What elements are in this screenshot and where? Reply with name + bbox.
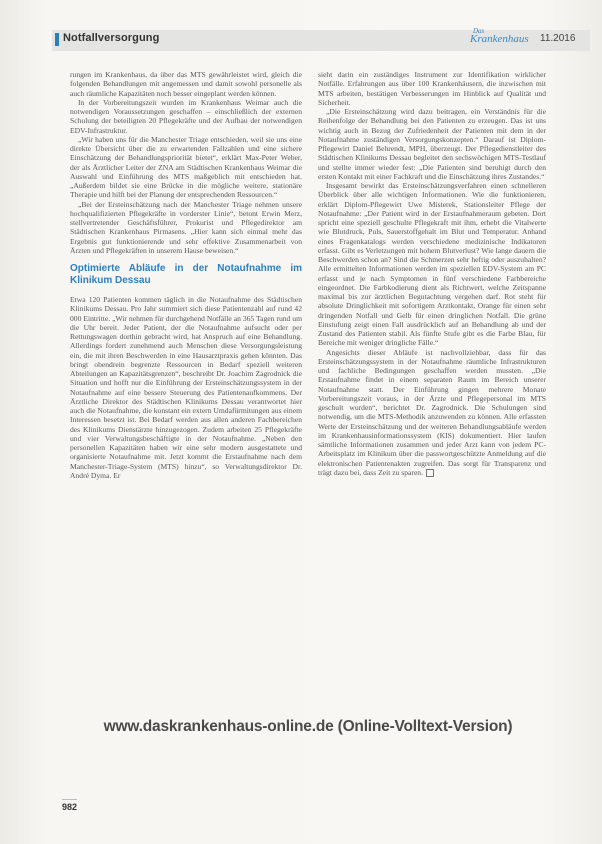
page-number: 982 — [62, 799, 77, 812]
online-url-banner: www.daskrankenhaus-online.de (Online-Volltext-Version) — [103, 718, 513, 735]
issue-date: 11.2016 — [540, 33, 576, 44]
right-paragraph-1: sieht darin ein zuständiges Instrument zur Identifikation wirklicher Notfälle. Erfahrungen aus über 100 Krankenhäusern, die inzwischen mit MTS arbeiten, bestätigen Verbesserungen im Hinblick auf Qualität und Sicherheit. — [318, 70, 546, 107]
left-paragraph-2: In der Vorbereitungszeit wurden im Krankenhaus Weimar auch die notwendigen Voraussetzungen geschaffen – einschließlich der externen Schulung der beteiligten 20 Pflegekräfte und der Aufbau der notwendigen EDV-Infrastruktur. — [70, 97, 302, 135]
header-accent-stripe — [55, 33, 59, 46]
left-paragraph-3: „Wir haben uns für die Manchester Triage entschieden, weil sie uns eine direkte Übersicht über die zu erwartenden Fallzahlen und eine sichere Einschätzung der Behandlungspriorität bietet“, erklärt Max-Peter Weber, der als Ärztlicher Leiter der ZNA am Städtischen Krankenhaus Weimar die Auswahl und Einführung des MTS maßgeblich mit entschieden hat. „Außerdem bildet sie eine Brücke in die mögliche weitere, stationäre Therapie und hilft bei der Planung der entsprechenden Ressourcen.“ — [70, 134, 302, 200]
magazine-logo — [470, 27, 530, 49]
right-paragraph-3: Insgesamt bewirkt das Ersteinschätzungsverfahren einen schnelleren Überblick über alle wichtigen Informationen. Wie die funktionieren, erklärt Diplom-Pflegewirt Uwe Misterek, Stationsleiter Pflege der Notaufnahme: „Der Patient wird in der Erstaufnahmeraum gebeten. Dort spricht eine speziell geschulte Pflegekraft mit ihm, erhebt die Vitalwerte wie Blutdruck, Puls, Sauerstoffgehalt im Blut und Temperatur. Anhand eines Fragenkatalogs werden verschiedene medizinische Indikatoren erfasst. Gibt es Verletzungen mit hohem Blutverlust? Wie lange dauern die Beschwerden schon an? Sind die Schmerzen sehr heftig oder auszuhalten? Alle ermittelten Informationen werden im speziellen EDV-System am PC erfasst und je nach Symptomen in fünf verschiedene Farbbereiche eingeordnet. Die Farbkodierung dient als Richtwert, welche Zeitspanne maximal bis zur ärztlichen Begutachtung vergehen darf. Rot steht für absolute Dringlichkeit mit sofortigem Arztkontakt, Orange für einen sehr dringenden Notfall und Gelb für einen dringlichen Notfall. Die grüne Einstufung zeigt einen Fall ausdrücklich auf an Behandlung ab und der Zustand des Patienten stabil. Als fünfte Stufe gibt es die Farbe Blau, für Bereiche mit weniger dringliche Fälle.“ — [318, 181, 546, 348]
right-paragraph-4 — [318, 348, 546, 478]
logo-krankenhaus: Krankenhaus — [470, 33, 529, 45]
left-column — [70, 70, 302, 480]
logo-das: Das — [473, 27, 485, 35]
left-paragraph-4: „Bei der Ersteinschätzung nach der Manchester Triage nehmen unsere hochqualifizierten Pflegekräfte in vorderster Linie“, betont Erwin Merz, stellvertretender Geschäftsführer, Prokurist und Pflegedirektor am Städtischen Krankenhaus Pirmasens. „Hier kann sich einmal mehr das Ergebnis gut funktionierende und sehr effektive Zusammenarbeit von Ärzten und Pflegekräften in unserem Hause beweisen.“ — [70, 199, 302, 255]
article-subheading: Optimierte Abläufe in der Notaufnahme im Klinikum Dessau — [70, 263, 302, 286]
right-column — [318, 70, 546, 477]
right-paragraph-2: „Die Ersteinschätzung wird dazu beitragen, ein Verständnis für die Reihenfolge der Behandlung bei den Patienten zu erzeugen. Das ist uns wichtig auch in Bezug der Zufriedenheit der Patienten mit dem in der Notaufnahme zuständigen Versorgungskonzepten.“ Darauf ist Diplom-Pflegewirt Daniel Behrendt, MPH, überzeugt. Der Pflegedienstleiter des Städtischen Klinikums Dessau begleitet den sechswöchigen MTS-Testlauf und stellte immer wieder fest: „Die Patienten sind beruhigt durch den ersten Kontakt mit einer Fachkraft und die Einschätzung ihres Zustandes.“ — [318, 107, 546, 181]
section-title: Notfallversorgung — [63, 32, 160, 44]
left-paragraph-5: Etwa 120 Patienten kommen täglich in die Notaufnahme des Städtischen Klinikums Dessau. Pro Jahr summiert sich diese Patientenzahl auf rund 42 000 Eintritte. „Wir nehmen für durchgehend Notfälle an 365 Tagen rund um die Uhr bereit. Jeder Patient, der die Notaufnahme aufsucht oder per Rettungswagen dorthin gebracht wird, hat Anspruch auf eine Behandlung. Allerdings fordert zunehmend auch Menschen diese Versorgungsleistung ein, die mit ihren Beschwerden in eine Hausarztpraxis gehen könnten. Das bringt obendrein begrenzte Ressourcen in Bedarf speziell weiteren Abteilungen an Kapazitätsgrenzen“, beschreibt Dr. Joachim Zagrodnick die Situation und hofft nur die Einführung der Ersteinschätzungssystem in der Notaufnahme auf eine bessere Steuerung des Patientenaufkommens. Der Ärztliche Direktor des Städtischen Klinikums Dessau verantwortet hier auch die Notaufnahme, die konstant ein extern Umdafürmitungen aus einem Interessen besetzt ist. Bei Bedarf werden aus allen anderen Fachbereichen des Klinikums Dienstärzte hinzugezogen. Zudem arbeiten 25 Pflegekräfte und vier Verwaltungsbeschäftigte in der Notaufnahme. „Neben den personellen Kapazitäten haben wir eine sehr modern ausgestattete und organisierte Notaufnahme mit. Jetzt kommt die Erstaufnahme nach dem Manchester-Triage-System (MTS) hinzu“, so Verwaltungsdirektor Dr. André Dyma. Er — [70, 295, 302, 480]
left-paragraph-1: rungen im Krankenhaus, da über das MTS gewährleistet wird, gleich die folgenden Behandlungen mit angemessen und damit sowohl personelle als auch räumliche Kapazitäten noch besser eingeplant werden können. — [70, 70, 302, 98]
end-of-article-icon — [426, 469, 434, 477]
right-paragraph-4-text: Angesichts dieser Abläufe ist nachvollziehbar, dass für das Ersteinschätzungssystem in der Notaufnahme räumliche Infrastrukturen und fachliche Bedingungen geschaffen werden mussten. „Die Erstaufnahme findet in einem separaten Raum im Bereich unserer Notaufnahme statt. Der Einführung gingen mehrere Monate Vorbereitungszeit voraus, in der Ärzte und Pflegepersonal im MTS geschult wurden“, berichtet Dr. Zagrodnick. Die Schulungen sind notwendig, um die MTS-Methodik anzuwenden zu können. Alle erfassten Werte der Ersteinschätzung und der weiteren Behandlungsabläufe werden im Krankenhausinformationssystem (KIS) dokumentiert. Hier laufen sämtliche Informationen zusammen und jeder Arzt kann von jedem PC-Arbeitsplatz im Klinikum über die passwortgeschützte Anmeldung auf die elektronischen Patientenakten zugreifen. Das sorgt für Transparenz und trägt dazu bei, dass Zeit zu sparen. — [318, 347, 546, 477]
